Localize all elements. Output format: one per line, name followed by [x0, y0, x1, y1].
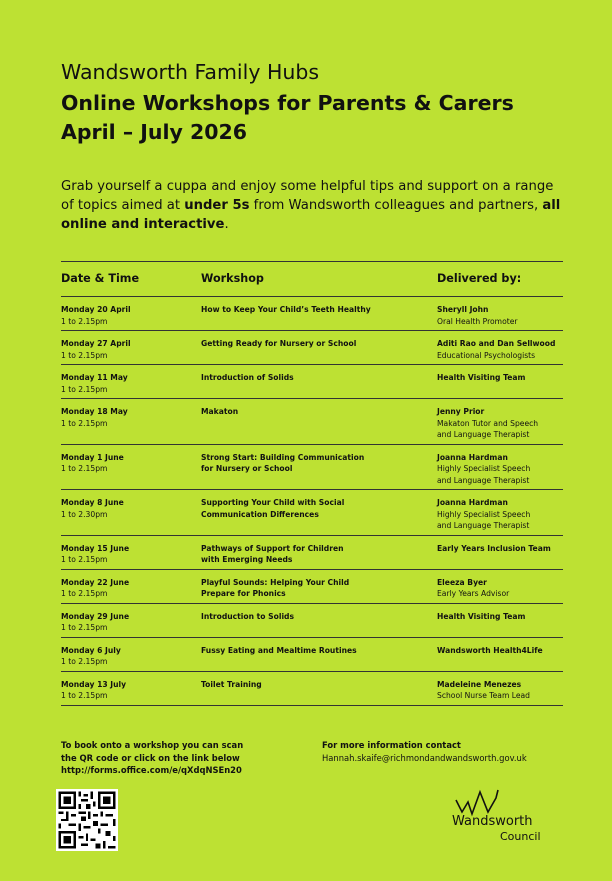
row-presenter [437, 543, 567, 555]
workshop-title: Pathways of Support for Children [201, 543, 344, 553]
workshop-title: Strong Start: Building Communication [201, 452, 365, 462]
workshop-title: with Emerging Needs [201, 555, 293, 564]
workshop-title: Toilet Training [201, 679, 262, 689]
booking-line: To book onto a workshop you can scan [61, 740, 244, 750]
row-workshop [201, 304, 421, 316]
time-text: 1 to 2.30pm [61, 509, 108, 519]
row-workshop [201, 406, 421, 418]
date-text: Monday 11 May [61, 373, 128, 382]
row-workshop [201, 645, 421, 657]
row-workshop [201, 679, 421, 691]
row-workshop [201, 452, 421, 475]
workshop-title: Makaton [201, 407, 239, 416]
row-date [61, 645, 191, 668]
date-text: Monday 29 June [61, 611, 130, 621]
time-text: 1 to 2.15pm [61, 350, 108, 360]
date-text: Monday 18 May [61, 407, 128, 416]
table-row [61, 570, 563, 604]
contact-email[interactable]: Hannah.skaife@richmondandwandsworth.gov.uk [322, 752, 527, 763]
header-date: Date & Time [61, 272, 140, 285]
row-date [61, 611, 191, 634]
row-workshop [201, 497, 421, 520]
table-row [61, 638, 563, 672]
row-presenter [437, 338, 567, 361]
contact-info [322, 739, 572, 764]
workshop-title: Communication Differences [201, 509, 319, 519]
presenter-role: and Language Therapist [437, 475, 530, 485]
row-date [61, 372, 191, 395]
presenter-name: Joanna Hardman [437, 498, 508, 507]
table-row [61, 365, 563, 399]
workshop-title: Prepare for Phonics [201, 589, 286, 598]
time-text: 1 to 2.15pm [61, 623, 108, 632]
row-presenter [437, 611, 567, 623]
presenter-role: Highly Specialist Speech [437, 509, 531, 519]
row-workshop [201, 372, 421, 384]
time-text: 1 to 2.15pm [61, 589, 108, 598]
time-text: 1 to 2.15pm [61, 691, 108, 700]
table-row [61, 445, 563, 491]
row-presenter [437, 645, 567, 657]
workshop-title: Getting Ready for Nursery or School [201, 339, 357, 348]
crown-icon [456, 790, 498, 814]
row-presenter [437, 406, 567, 441]
table-row [61, 672, 563, 706]
presenter-name: Madeleine Menezes [437, 679, 522, 689]
row-workshop [201, 577, 421, 600]
workshop-title: Supporting Your Child with Social [201, 498, 345, 507]
time-text: 1 to 2.15pm [61, 464, 108, 473]
workshop-title: for Nursery or School [201, 464, 293, 473]
time-text: 1 to 2.15pm [61, 418, 108, 428]
row-presenter [437, 304, 567, 327]
presenter-name: Jenny Prior [437, 407, 485, 416]
date-range: April – July 2026 [61, 120, 248, 144]
presenter-name: Joanna Hardman [437, 452, 508, 462]
row-presenter [437, 577, 567, 600]
presenter-role: and Language Therapist [437, 521, 530, 530]
row-date [61, 543, 191, 566]
booking-link[interactable]: http://forms.office.com/e/qXdqNSEn20 [61, 765, 242, 775]
presenter-name: Sheryll John [437, 305, 489, 314]
workshop-table [61, 261, 563, 706]
presenter-role: Educational Psychologists [437, 350, 536, 360]
row-date [61, 338, 191, 361]
presenter-name: Aditi Rao and Dan Sellwood [437, 339, 556, 348]
presenter-name: Early Years Inclusion Team [437, 543, 551, 553]
workshop-title: Introduction of Solids [201, 373, 294, 382]
presenter-role: School Nurse Team Lead [437, 691, 531, 700]
header-delivered: Delivered by: [437, 272, 522, 285]
header-workshop: Workshop [201, 272, 264, 285]
row-presenter [437, 679, 567, 702]
presenter-name: Health Visiting Team [437, 611, 526, 621]
presenter-name: Wandsworth Health4Life [437, 645, 543, 655]
time-text: 1 to 2.15pm [61, 316, 108, 326]
time-text: 1 to 2.15pm [61, 657, 108, 666]
time-text: 1 to 2.15pm [61, 555, 108, 564]
row-presenter [437, 497, 567, 532]
row-date [61, 679, 191, 702]
date-text: Monday 13 July [61, 679, 127, 689]
logo-wordmark: Wandsworth [452, 814, 533, 829]
table-row [61, 536, 563, 570]
date-text: Monday 22 June [61, 577, 130, 587]
workshop-title: Introduction to Solids [201, 611, 295, 621]
workshop-title: Fussy Eating and Mealtime Routines [201, 645, 357, 655]
date-text: Monday 8 June [61, 498, 124, 507]
presenter-role: Makaton Tutor and Speech [437, 418, 539, 428]
presenter-role: Oral Health Promoter [437, 316, 518, 326]
presenter-role: and Language Therapist [437, 430, 530, 439]
date-text: Monday 6 July [61, 645, 121, 655]
row-workshop [201, 543, 421, 566]
page-title: Online Workshops for Parents & Carers [61, 91, 514, 115]
presenter-role: Highly Specialist Speech [437, 464, 531, 473]
table-header [61, 262, 563, 297]
date-text: Monday 20 April [61, 305, 131, 314]
row-presenter [437, 452, 567, 487]
time-text: 1 to 2.15pm [61, 384, 108, 394]
date-text: Monday 27 April [61, 339, 131, 348]
qr-code-icon[interactable] [56, 789, 118, 851]
presenter-role: Early Years Advisor [437, 589, 510, 598]
row-date [61, 304, 191, 327]
workshop-title: Playful Sounds: Helping Your Child [201, 577, 350, 587]
table-row [61, 399, 563, 445]
hub-title: Wandsworth Family Hubs [61, 60, 320, 84]
workshop-title: How to Keep Your Child’s Teeth Healthy [201, 305, 371, 314]
booking-line: the QR code or click on the link below [61, 752, 240, 763]
row-date [61, 452, 191, 475]
date-text: Monday 15 June [61, 543, 130, 553]
row-workshop [201, 338, 421, 350]
table-row [61, 604, 563, 638]
row-date [61, 497, 191, 520]
row-date [61, 406, 191, 429]
table-row [61, 490, 563, 536]
contact-heading: For more information contact [322, 740, 461, 750]
row-date [61, 577, 191, 600]
booking-info [61, 739, 291, 777]
logo-subtitle: Council [500, 830, 541, 843]
row-presenter [437, 372, 567, 384]
intro-paragraph: Grab yourself a cuppa and enjoy some helpful tips and support on a range of topics aimed at under 5s from Wandsworth colleagues and partners, all online and interactive. [61, 179, 561, 232]
row-workshop [201, 611, 421, 623]
table-row [61, 331, 563, 365]
table-row [61, 297, 563, 331]
presenter-name: Eleeza Byer [437, 577, 487, 587]
wandsworth-council-logo [452, 788, 567, 848]
date-text: Monday 1 June [61, 452, 124, 462]
presenter-name: Health Visiting Team [437, 373, 526, 382]
